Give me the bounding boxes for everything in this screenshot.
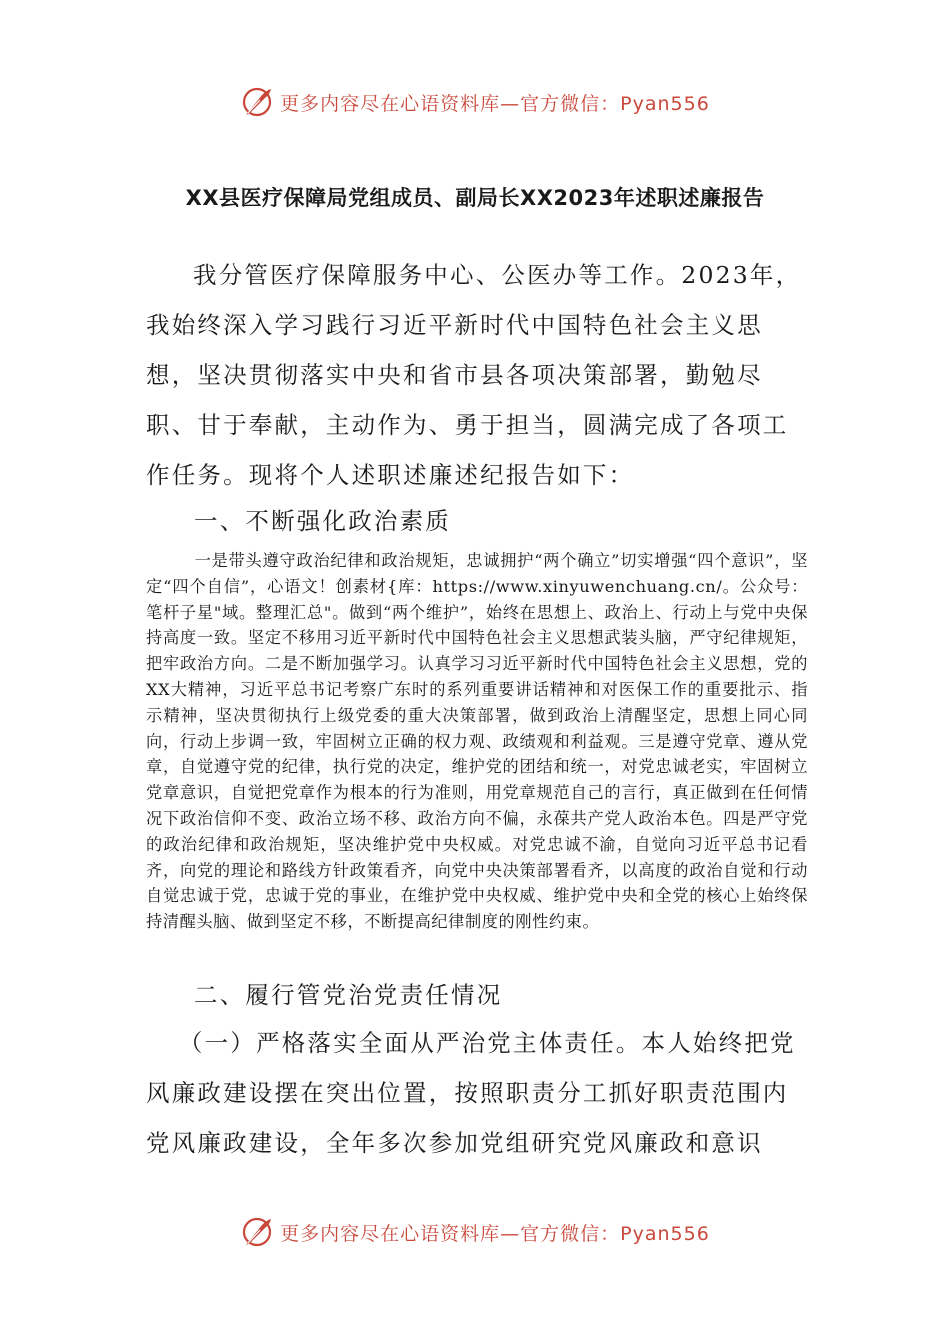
quill-pen-circle-icon xyxy=(240,1215,274,1249)
section-1-body: 一是带头遵守政治纪律和政治规矩，忠诚拥护“两个确立”切实增强“四个意识”，坚定“四个自信”，心语文！创素材{库：https://www.xinyuwenchuang.cn/。公众号：笔杆子星"域。整理汇总"。做到“两个维护”，始终在思想上、政治上、行动上与党中央保持高度一致。坚定不移用习近平新时代中国特色社会主义思想武装头脑，严守纪律规矩，把牢政治方向。二是不断加强学习。认真学习习近平新时代中国特色社会主义思想，党的XX大精神，习近平总书记考察广东时的系列重要讲话精神和对医保工作的重要批示、指示精神，坚决贯彻执行上级党委的重大决策部署，做到政治上清醒坚定，思想上同心同向，行动上步调一致，牢固树立正确的权力观、政绩观和利益观。三是遵守党章、遵从党章，自觉遵守党的纪律，执行党的决定，维护党的团结和统一，对党忠诚老实，牢固树立党章意识，自觉把党章作为根本的行为准则，用党章规范自己的言行，真正做到在任何情况下政治信仰不变、政治立场不移、政治方向不偏，永葆共产党人政治本色。四是严守党的政治纪律和政治规矩，坚决维护党中央权威。对党忠诚不渝，自觉向习近平总书记看齐，向党的理论和路线方针政策看齐，向党中央决策部署看齐，以高度的政治自觉和行动自觉忠诚于党，忠诚于党的事业，在维护党中央权威、维护党中央和全党的核心上始终保持清醒头脑、做到坚定不移，不断提高纪律制度的刚性约束。 xyxy=(146,551,808,932)
header-watermark xyxy=(0,82,950,122)
section-2-heading: 二、履行管党治党责任情况 xyxy=(194,981,503,1009)
footer-watermark xyxy=(0,1212,950,1252)
watermark-text: 更多内容尽在心语资料库—官方微信：Pyan556 xyxy=(280,92,710,115)
section-2-paragraph: （一）严格落实全面从严治党主体责任。本人始终把党风廉政建设摆在突出位置，按照职责分工抓好职责范围内党风廉政建设，全年多次参加党组研究党风廉政和意识 xyxy=(146,1029,796,1157)
section-1-heading: 一、不断强化政治素质 xyxy=(194,507,451,535)
document-title: XX县医疗保障局党组成员、副局长XX2023年述职述廉报告 xyxy=(185,186,765,210)
watermark-text: 更多内容尽在心语资料库—官方微信：Pyan556 xyxy=(280,1222,710,1245)
quill-pen-circle-icon xyxy=(240,85,274,119)
intro-paragraph: 我分管医疗保障服务中心、公医办等工作。2023年，我始终深入学习践行习近平新时代中国特色社会主义思想，坚决贯彻落实中央和省市县各项决策部署，勤勉尽职、甘于奉献，主动作为、勇于担当，圆满完成了各项工作任务。现将个人述职述廉述纪报告如下： xyxy=(146,261,802,489)
